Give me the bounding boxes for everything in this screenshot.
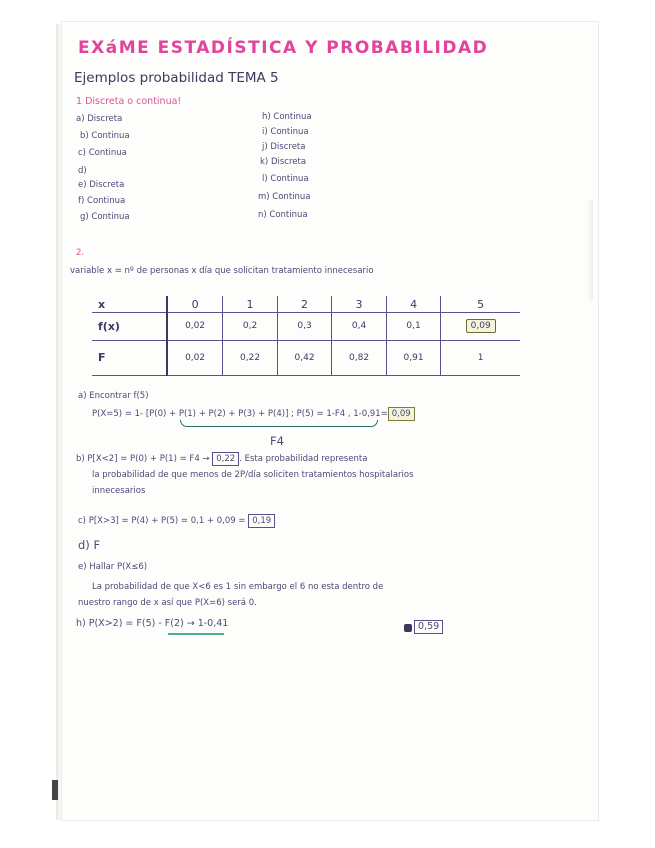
answer-box: 0,59 <box>414 620 443 634</box>
table-row-x <box>92 296 520 313</box>
table-cell-highlight <box>441 313 520 340</box>
q1-answer-c: c) Continua <box>78 148 127 158</box>
table-row-F <box>92 340 520 375</box>
q2-number: 2. <box>76 248 85 258</box>
table-cell: 0,02 <box>167 313 223 340</box>
q1-answer-h: h) Continua <box>262 112 312 122</box>
table-cell: 0,1 <box>386 313 441 340</box>
table-cell: 0,91 <box>386 340 441 375</box>
brace-underline <box>180 420 378 427</box>
table-label-F: F <box>92 340 167 375</box>
answer-box: 0,09 <box>388 407 415 421</box>
page-title: EXáME ESTADÍSTICA Y PROBABILIDAD <box>78 38 489 58</box>
table-cell: 3 <box>332 296 387 313</box>
q1-answer-a: a) Discreta <box>76 114 123 124</box>
q1-answer-e: e) Discreta <box>78 180 125 190</box>
q2e-text1: La probabilidad de que X<6 es 1 sin embargo el 6 no esta dentro de <box>92 582 384 592</box>
q1-answer-l: l) Continua <box>262 174 309 184</box>
q1-answer-f: f) Continua <box>78 196 126 206</box>
q1-answer-m: m) Continua <box>258 192 311 202</box>
q2h-answer <box>414 620 443 634</box>
q2a-brace-label: F4 <box>270 434 284 448</box>
bleed-through <box>587 200 593 300</box>
q2b-label: b) P[X<2] = P(0) + P(1) = F4 → <box>76 454 210 464</box>
table-cell: 4 <box>386 296 441 313</box>
q2e-label: e) Hallar P(X≤6) <box>78 562 148 572</box>
q2b-text2: la probabilidad de que menos de 2P/día soliciten tratamientos hospitalarios <box>92 470 414 480</box>
table-label-fx: f(x) <box>92 313 167 340</box>
q1-heading: 1 Discreta o continua! <box>76 96 182 107</box>
table-cell: 5 <box>441 296 520 313</box>
q2c-equation <box>78 514 275 528</box>
binder-mark <box>52 780 58 800</box>
probability-table <box>92 296 520 376</box>
q2h-label: h) P(X>2) = F(5) - F(2) → 1-0,41 <box>76 618 229 629</box>
q2d-label: d) F <box>78 538 101 552</box>
q1-answer-j: j) Discreta <box>262 142 306 152</box>
table-cell: 0 <box>167 296 223 313</box>
q2a-equation <box>92 407 415 421</box>
q2a-label: a) Encontrar f(5) <box>78 391 149 401</box>
table-cell: 0,4 <box>332 313 387 340</box>
table-cell: 2 <box>277 296 332 313</box>
q2b-equation <box>76 452 367 466</box>
green-underline <box>168 633 224 635</box>
highlight-box: 0,09 <box>466 319 496 333</box>
q2b-text1: . Esta probabilidad representa <box>239 454 368 464</box>
table-cell: 1 <box>441 340 520 375</box>
answer-box: 0,22 <box>212 452 239 466</box>
table-cell: 1 <box>223 296 278 313</box>
q1-answer-d: d) <box>78 166 87 176</box>
table-cell: 0,22 <box>223 340 278 375</box>
answer-box: 0,19 <box>248 514 275 528</box>
q1-answer-i: i) Continua <box>262 127 309 137</box>
q2b-text3: innecesarios <box>92 486 146 496</box>
table-cell: 0,82 <box>332 340 387 375</box>
q2-variable: variable x = nº de personas x día que solicitan tratamiento innecesario <box>70 266 374 276</box>
q2c-label: c) P[X>3] = P(4) + P(5) = 0,1 + 0,09 = <box>78 516 246 526</box>
q2e-text2: nuestro rango de x así que P(X=6) será 0. <box>78 598 257 608</box>
q1-answer-n: n) Continua <box>258 210 308 220</box>
table-row-fx <box>92 313 520 340</box>
table-label-x: x <box>92 296 167 313</box>
crossed-out-scribble <box>404 624 412 632</box>
table-cell: 0,02 <box>167 340 223 375</box>
page-subtitle: Ejemplos probabilidad TEMA 5 <box>74 70 279 86</box>
table-cell: 0,42 <box>277 340 332 375</box>
q1-answer-k: k) Discreta <box>260 157 307 167</box>
q1-answer-b: b) Continua <box>80 131 130 141</box>
q1-answer-g: g) Continua <box>80 212 130 222</box>
table-cell: 0,2 <box>223 313 278 340</box>
q2a-line: P(X=5) = 1- [P(0) + P(1) + P(2) + P(3) + P(4)] ; P(5) = 1-F4 , 1-0,91= <box>92 409 388 419</box>
table-cell: 0,3 <box>277 313 332 340</box>
